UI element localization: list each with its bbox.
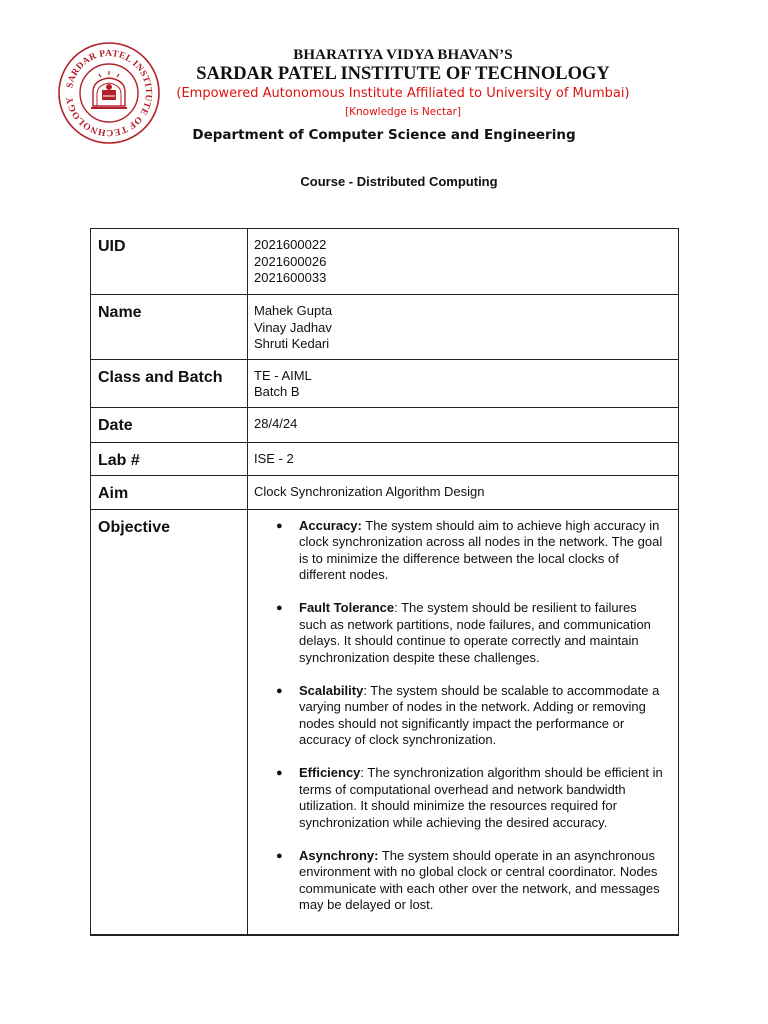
- table-row-name: [91, 295, 679, 360]
- list-item: [254, 600, 672, 666]
- table-row-date: [91, 407, 679, 442]
- date-value: 28/4/24: [248, 407, 679, 442]
- objective-list: [254, 518, 672, 914]
- aim-value: Clock Synchronization Algorithm Design: [248, 475, 679, 509]
- objective-term: Asynchrony:: [299, 847, 379, 863]
- objective-text: : The system should be scalable to accommodate a: [363, 682, 660, 698]
- objective-text: environment with no global clock or central coordinator. Nodes: [299, 864, 658, 879]
- objective-term: Scalability: [299, 682, 364, 698]
- objective-text: varying number of nodes in the network. Adding or removing: [299, 699, 646, 714]
- objective-term: Fault Tolerance: [299, 600, 395, 615]
- department-title: Department of Computer Science and Engineering: [192, 127, 576, 143]
- bullet-icon: ●: [276, 767, 283, 779]
- bullet-icon: ●: [276, 684, 283, 697]
- bullet-icon: ●: [276, 849, 283, 862]
- lab-info-table: [90, 228, 679, 936]
- list-item: [254, 683, 672, 749]
- objective-text: delays. It should continue to operate correctly and maintain: [299, 633, 639, 648]
- objective-text: : The synchronization algorithm should be efficient in: [360, 765, 663, 780]
- aim-label: Aim: [91, 475, 248, 509]
- objective-text: is to minimize the difference between the local clocks of: [299, 550, 619, 566]
- bullet-icon: ●: [276, 602, 283, 614]
- objective-text: clock synchronization across all nodes in the network. The goal: [299, 534, 663, 549]
- logo-ring-text: SARDAR PATEL INSTITUTE OF TECHNOLOGY: [65, 48, 154, 138]
- list-item: [254, 848, 672, 914]
- table-row-aim: [91, 475, 679, 509]
- table-row-class-batch: [91, 359, 679, 407]
- lab-value: ISE - 2: [248, 442, 679, 475]
- objective-text: nodes should not significantly impact the performance or: [299, 715, 625, 731]
- uid-value: 2021600033: [254, 270, 327, 285]
- name-values: [248, 295, 679, 360]
- objective-text: utilization. It should minimize the resources required for: [299, 798, 617, 813]
- date-label: Date: [91, 407, 248, 442]
- batch-value: Batch B: [254, 384, 300, 399]
- institute-name: SARDAR PATEL INSTITUTE OF TECHNOLOGY: [196, 64, 610, 84]
- objective-text: synchronization while achieving the desired accuracy.: [299, 814, 608, 830]
- student-name: Shruti Kedari: [254, 336, 330, 351]
- table-row-objective: [91, 509, 679, 935]
- affiliation-text: (Empowered Autonomous Institute Affiliated to University of Mumbai): [176, 86, 630, 101]
- objective-text: may be delayed or lost.: [299, 897, 434, 912]
- uid-value: 2021600026: [254, 253, 327, 269]
- objective-text: The system should operate in an asynchronous: [378, 847, 656, 863]
- bullet-icon: ●: [276, 519, 283, 532]
- lab-label: Lab #: [91, 442, 248, 475]
- objective-term: Efficiency: [299, 765, 361, 780]
- student-name: Mahek Gupta: [254, 303, 333, 318]
- class-value: TE - AIML: [254, 367, 312, 383]
- objective-label: Objective: [91, 509, 248, 935]
- uid-label: UID: [91, 229, 248, 295]
- objective-term: Accuracy:: [299, 517, 362, 533]
- trust-name: BHARATIYA VIDYA BHAVAN’S: [293, 47, 513, 63]
- objective-text: The system should aim to achieve high accuracy in: [361, 517, 660, 533]
- objective-text: synchronization despite these challenges.: [299, 649, 540, 665]
- objective-text: terms of computational overhead and network bandwidth: [299, 781, 626, 797]
- list-item: [254, 518, 672, 584]
- objective-values: [248, 509, 679, 935]
- table-row-uid: [91, 229, 679, 295]
- objective-text: such as network partitions, node failures, and communication: [299, 616, 651, 632]
- uid-value: 2021600022: [254, 237, 327, 252]
- objective-text: : The system should be resilient to failures: [394, 600, 637, 615]
- student-name: Vinay Jadhav: [254, 319, 332, 335]
- objective-text: different nodes.: [299, 567, 389, 582]
- motto-text: [Knowledge is Nectar]: [345, 106, 461, 118]
- course-title: Course - Distributed Computing: [300, 174, 498, 189]
- objective-text: communicate with each other over the network, and messages: [299, 880, 660, 896]
- uid-values: [248, 229, 679, 295]
- class-batch-values: [248, 359, 679, 407]
- name-label: Name: [91, 295, 248, 360]
- list-item: [254, 765, 672, 831]
- class-batch-label: Class and Batch: [91, 359, 248, 407]
- table-row-lab: [91, 442, 679, 475]
- objective-text: accuracy of clock synchronization.: [299, 732, 497, 747]
